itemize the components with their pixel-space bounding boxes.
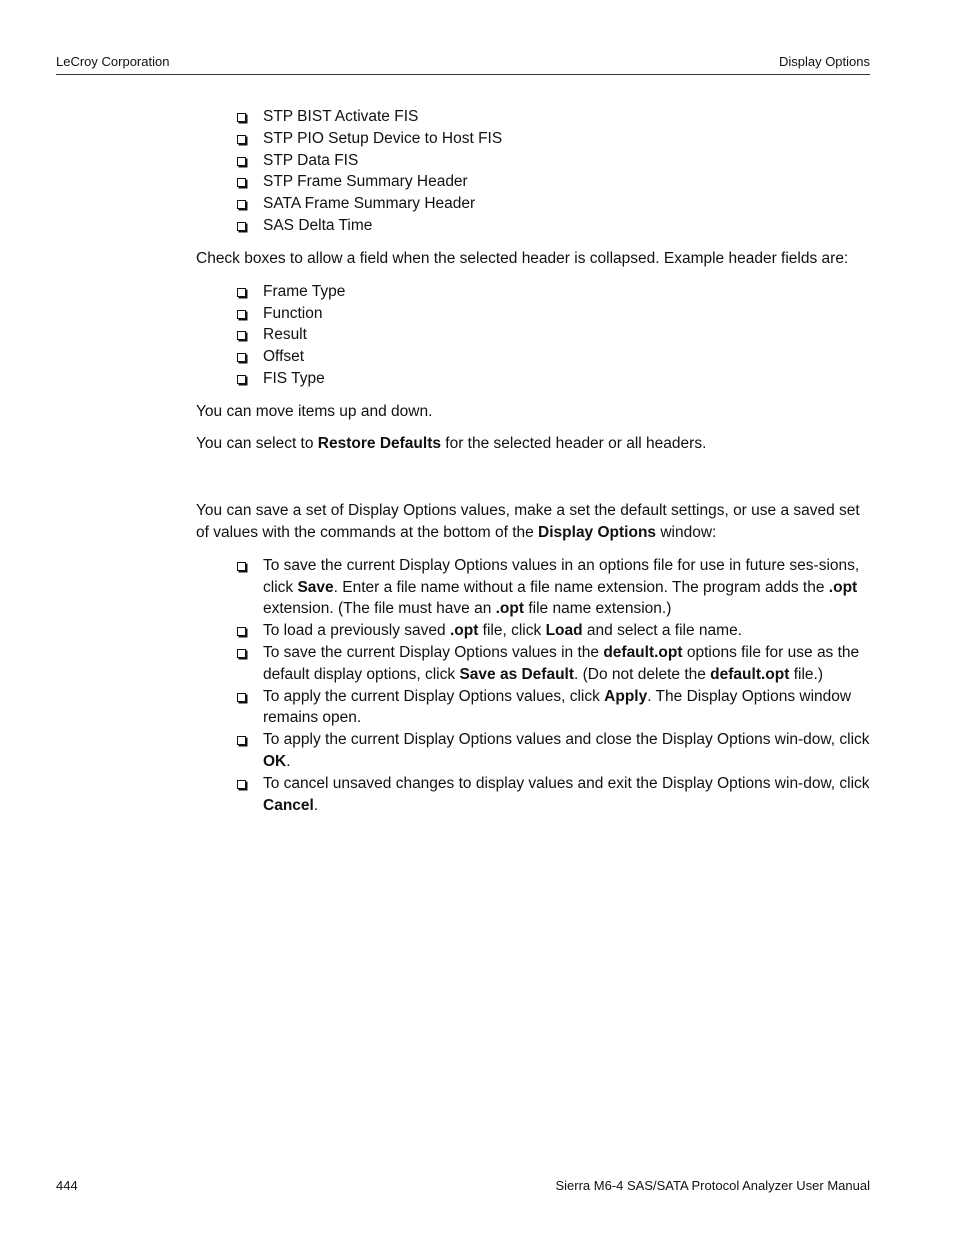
list-item-label: STP PIO Setup Device to Host FIS: [263, 129, 503, 147]
command-text: and select a file name.: [582, 622, 742, 640]
list-item: [263, 193, 872, 215]
header-type-list: [196, 106, 872, 237]
command-text: .: [313, 796, 319, 814]
bold-term: Cancel: [263, 796, 314, 814]
checkbox-bullet-icon: [237, 649, 246, 658]
bold-term: Save as Default: [459, 665, 575, 683]
command-text: . (Do not delete the: [574, 665, 711, 683]
checkbox-bullet-icon: [237, 288, 246, 297]
page-footer: [56, 1176, 870, 1198]
list-item: [263, 368, 872, 390]
list-item: [263, 150, 872, 172]
list-item: [263, 215, 872, 237]
command-text: To save the current Display Options values in the: [263, 643, 604, 661]
command-text: file name extension.): [524, 600, 672, 618]
checkbox-bullet-icon: [237, 353, 246, 362]
header-field-list: [196, 281, 872, 390]
restore-defaults-paragraph: You can select to Restore Defaults for the selected header or all headers.: [196, 434, 707, 452]
list-item-label: STP Frame Summary Header: [263, 173, 468, 191]
command-text: options file for use as the default display options, click: [263, 643, 860, 683]
checkbox-bullet-icon: [237, 627, 246, 636]
list-item: [263, 171, 872, 193]
command-item: [263, 686, 872, 730]
page-number: 444: [56, 1178, 78, 1193]
list-item: [263, 346, 872, 368]
move-items-paragraph: You can move items up and down.: [196, 402, 433, 420]
command-text: file, click: [478, 622, 546, 640]
page-content: [196, 106, 872, 816]
checkbox-bullet-icon: [237, 693, 246, 702]
list-item-label: Function: [263, 304, 323, 322]
list-item-label: FIS Type: [263, 369, 325, 387]
command-item: [263, 773, 872, 817]
command-text: To apply the current Display Options values and close the Display Options win-dow, click: [263, 731, 870, 749]
command-text: To load a previously saved: [263, 622, 450, 640]
command-item: [263, 620, 872, 642]
checkbox-bullet-icon: [237, 222, 246, 231]
command-text: extension. (The file must have an: [263, 600, 496, 618]
command-text: To apply the current Display Options values, click: [263, 687, 605, 705]
list-item-label: STP BIST Activate FIS: [263, 108, 419, 125]
header-company: LeCroy Corporation: [56, 54, 170, 69]
command-text: . The Display Options window remains open.: [263, 687, 852, 727]
list-item-label: Offset: [263, 348, 305, 366]
checkbox-bullet-icon: [237, 331, 246, 340]
list-item-label: Result: [263, 326, 307, 344]
checkbox-bullet-icon: [237, 200, 246, 209]
save-options-paragraph: You can save a set of Display Options values, make a set the default settings, or use a saved set of values with the commands at the bottom of the Display Options window:: [196, 501, 860, 541]
list-item: [263, 281, 872, 303]
checkbox-bullet-icon: [237, 113, 246, 122]
command-text: To save the current Display Options values in an options file for use in future ses-sions, click: [263, 556, 860, 596]
checkbox-bullet-icon: [237, 157, 246, 166]
checkbox-bullet-icon: [237, 736, 246, 745]
bold-term: OK: [263, 752, 287, 770]
bold-term: Load: [545, 622, 583, 640]
list-item-label: STP Data FIS: [263, 151, 359, 169]
command-item: [263, 729, 872, 773]
list-item: [263, 128, 872, 150]
list-item-label: SAS Delta Time: [263, 216, 373, 234]
checkbox-bullet-icon: [237, 780, 246, 789]
check-boxes-paragraph: Check boxes to allow a field when the selected header is collapsed. Example header fields are:: [196, 249, 849, 267]
bold-term: default.opt: [710, 665, 790, 683]
command-text: To cancel unsaved changes to display values and exit the Display Options win-dow, click: [263, 774, 870, 792]
bold-term: .opt: [828, 578, 858, 596]
checkbox-bullet-icon: [237, 562, 246, 571]
header-section-title: Display Options: [778, 54, 870, 69]
page-header: [56, 52, 870, 75]
list-item: [263, 106, 872, 128]
list-item: [263, 324, 872, 346]
command-item: [263, 642, 872, 686]
list-item-label: Frame Type: [263, 282, 346, 300]
checkbox-bullet-icon: [237, 178, 246, 187]
list-item: [263, 303, 872, 325]
command-list: [196, 555, 872, 817]
command-item: [263, 555, 872, 620]
bold-term: Save: [297, 578, 334, 596]
list-item-label: SATA Frame Summary Header: [263, 195, 476, 213]
command-text: . Enter a file name without a file name extension. The program adds the: [333, 578, 829, 596]
command-text: file.): [789, 665, 823, 683]
bold-term: .opt: [495, 600, 525, 618]
bold-term: Apply: [604, 687, 648, 705]
bold-term: .opt: [449, 622, 479, 640]
command-text: .: [286, 752, 291, 770]
checkbox-bullet-icon: [237, 375, 246, 384]
checkbox-bullet-icon: [237, 135, 246, 144]
checkbox-bullet-icon: [237, 310, 246, 319]
bold-term: default.opt: [603, 643, 683, 661]
manual-title: Sierra M6-4 SAS/SATA Protocol Analyzer User Manual: [555, 1178, 870, 1193]
